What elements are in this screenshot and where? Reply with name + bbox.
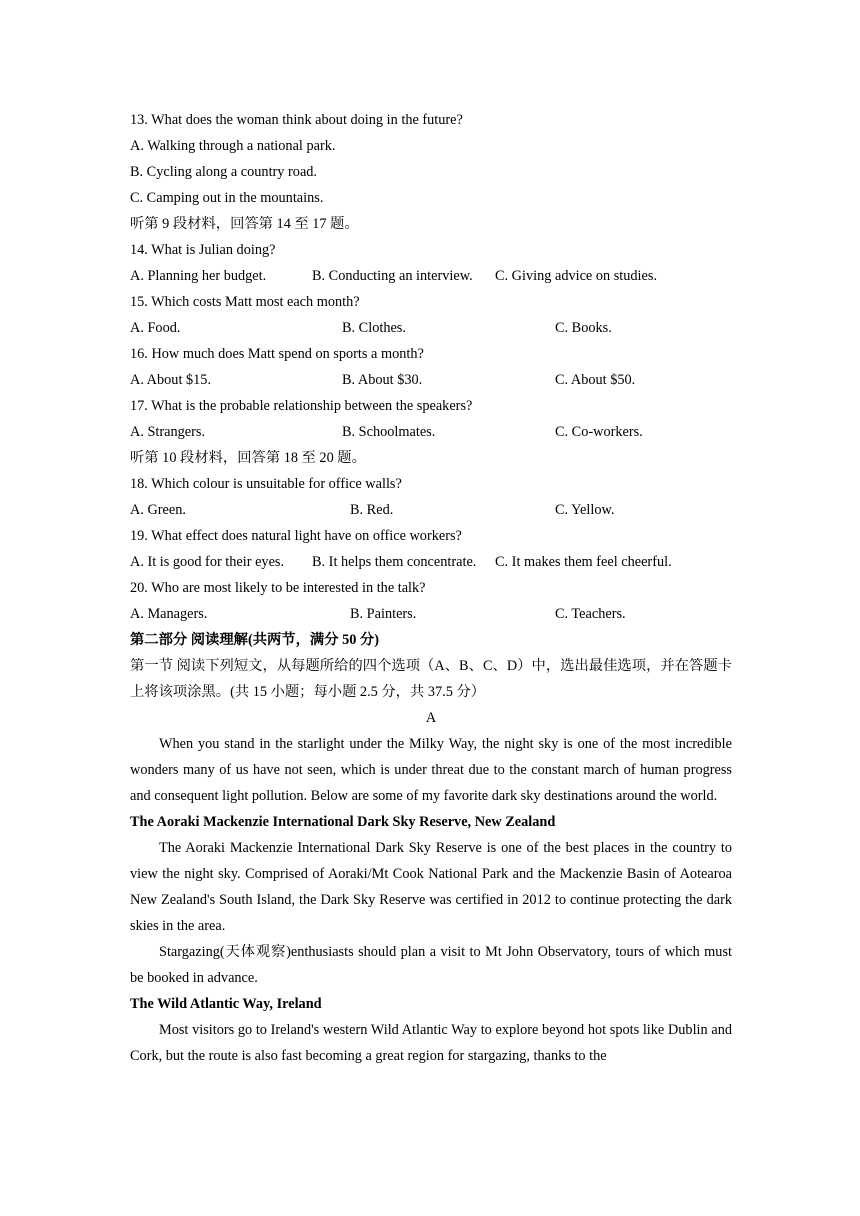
- exam-page: [130, 107, 732, 1069]
- question-20-stem: 20. Who are most likely to be interested in the talk?: [130, 580, 426, 596]
- passage-intro-paragraph: When you stand in the starlight under the Milky Way, the night sky is one of the most incredible wonders many of us have not seen, which is under threat due to the constant march of human progress and consequent light pollution. Below are some of my favorite dark sky destinations around the world.: [130, 736, 732, 804]
- question-14-option-c: C. Giving advice on studies.: [495, 268, 658, 284]
- question-15-option-b: B. Clothes.: [342, 320, 406, 336]
- passage-paragraph-aoraki: The Aoraki Mackenzie International Dark Sky Reserve is one of the best places in the country to view the night sky. Comprised of Aoraki/Mt Cook National Park and the Mackenzie Basin of Aotearoa New Zealand's South Island, the Dark Sky Reserve was certified in 2012 to continue protecting the dark skies in the area.: [130, 840, 732, 934]
- question-20-option-c: C. Teachers.: [555, 606, 626, 622]
- passage-label: A: [425, 710, 437, 726]
- question-18-stem: 18. Which colour is unsuitable for office walls?: [130, 476, 402, 492]
- question-20-option-b: B. Painters.: [350, 606, 417, 622]
- question-18-option-b: B. Red.: [350, 502, 394, 518]
- part-two-heading: 第二部分 阅读理解(共两节，满分 50 分): [130, 632, 379, 648]
- passage-paragraph-wild-atlantic: Most visitors go to Ireland's western Wild Atlantic Way to explore beyond hot spots like Dublin and Cork, but the route is also fast becoming a great region for stargazing, thanks to the: [130, 1022, 732, 1064]
- question-18-option-c: C. Yellow.: [555, 502, 615, 518]
- question-15-option-c: C. Books.: [555, 320, 612, 336]
- instruction-section-9: 听第 9 段材料，回答第 14 至 17 题。: [130, 216, 359, 232]
- question-14-stem: 14. What is Julian doing?: [130, 242, 276, 258]
- question-14-option-b: B. Conducting an interview.: [312, 268, 473, 284]
- question-15-options: [130, 315, 732, 341]
- instruction-section-10: 听第 10 段材料，回答第 18 至 20 题。: [130, 450, 366, 466]
- question-13-option-b: B. Cycling along a country road.: [130, 164, 318, 180]
- question-19-option-a: A. It is good for their eyes.: [130, 554, 285, 570]
- question-19-option-b: B. It helps them concentrate.: [312, 554, 477, 570]
- question-13-option-a: A. Walking through a national park.: [130, 138, 336, 154]
- question-15-option-a: A. Food.: [130, 320, 181, 336]
- question-16-option-a: A. About $15.: [130, 372, 212, 388]
- question-13-stem: 13. What does the woman think about doing in the future?: [130, 112, 463, 128]
- question-20-options: [130, 601, 732, 627]
- question-18-options: [130, 497, 732, 523]
- question-16-options: [130, 367, 732, 393]
- passage-paragraph-stargazing: Stargazing(天体观察)enthusiasts should plan a visit to Mt John Observatory, tours of which must be booked in advance.: [130, 944, 732, 986]
- question-18-option-a: A. Green.: [130, 502, 186, 518]
- question-19-options: [130, 549, 732, 575]
- question-16-stem: 16. How much does Matt spend on sports a month?: [130, 346, 424, 362]
- question-17-options: [130, 419, 732, 445]
- question-15-stem: 15. Which costs Matt most each month?: [130, 294, 360, 310]
- question-19-stem: 19. What effect does natural light have on office workers?: [130, 528, 462, 544]
- question-19-option-c: C. It makes them feel cheerful.: [495, 554, 672, 570]
- question-16-option-b: B. About $30.: [342, 372, 423, 388]
- passage-subheading-ireland: The Wild Atlantic Way, Ireland: [130, 996, 322, 1012]
- question-14-options: [130, 263, 732, 289]
- question-14-option-a: A. Planning her budget.: [130, 268, 267, 284]
- question-13-option-c: C. Camping out in the mountains.: [130, 190, 324, 206]
- passage-subheading-new-zealand: The Aoraki Mackenzie International Dark Sky Reserve, New Zealand: [130, 814, 556, 830]
- section-one-instructions: 第一节 阅读下列短文，从每题所给的四个选项（A、B、C、D）中，选出最佳选项，并在答题卡上将该项涂黑。(共 15 小题；每小题 2.5 分，共 37.5 分）: [130, 658, 732, 700]
- question-17-stem: 17. What is the probable relationship between the speakers?: [130, 398, 473, 414]
- question-17-option-b: B. Schoolmates.: [342, 424, 436, 440]
- question-17-option-a: A. Strangers.: [130, 424, 206, 440]
- question-16-option-c: C. About $50.: [555, 372, 636, 388]
- question-17-option-c: C. Co-workers.: [555, 424, 643, 440]
- question-20-option-a: A. Managers.: [130, 606, 208, 622]
